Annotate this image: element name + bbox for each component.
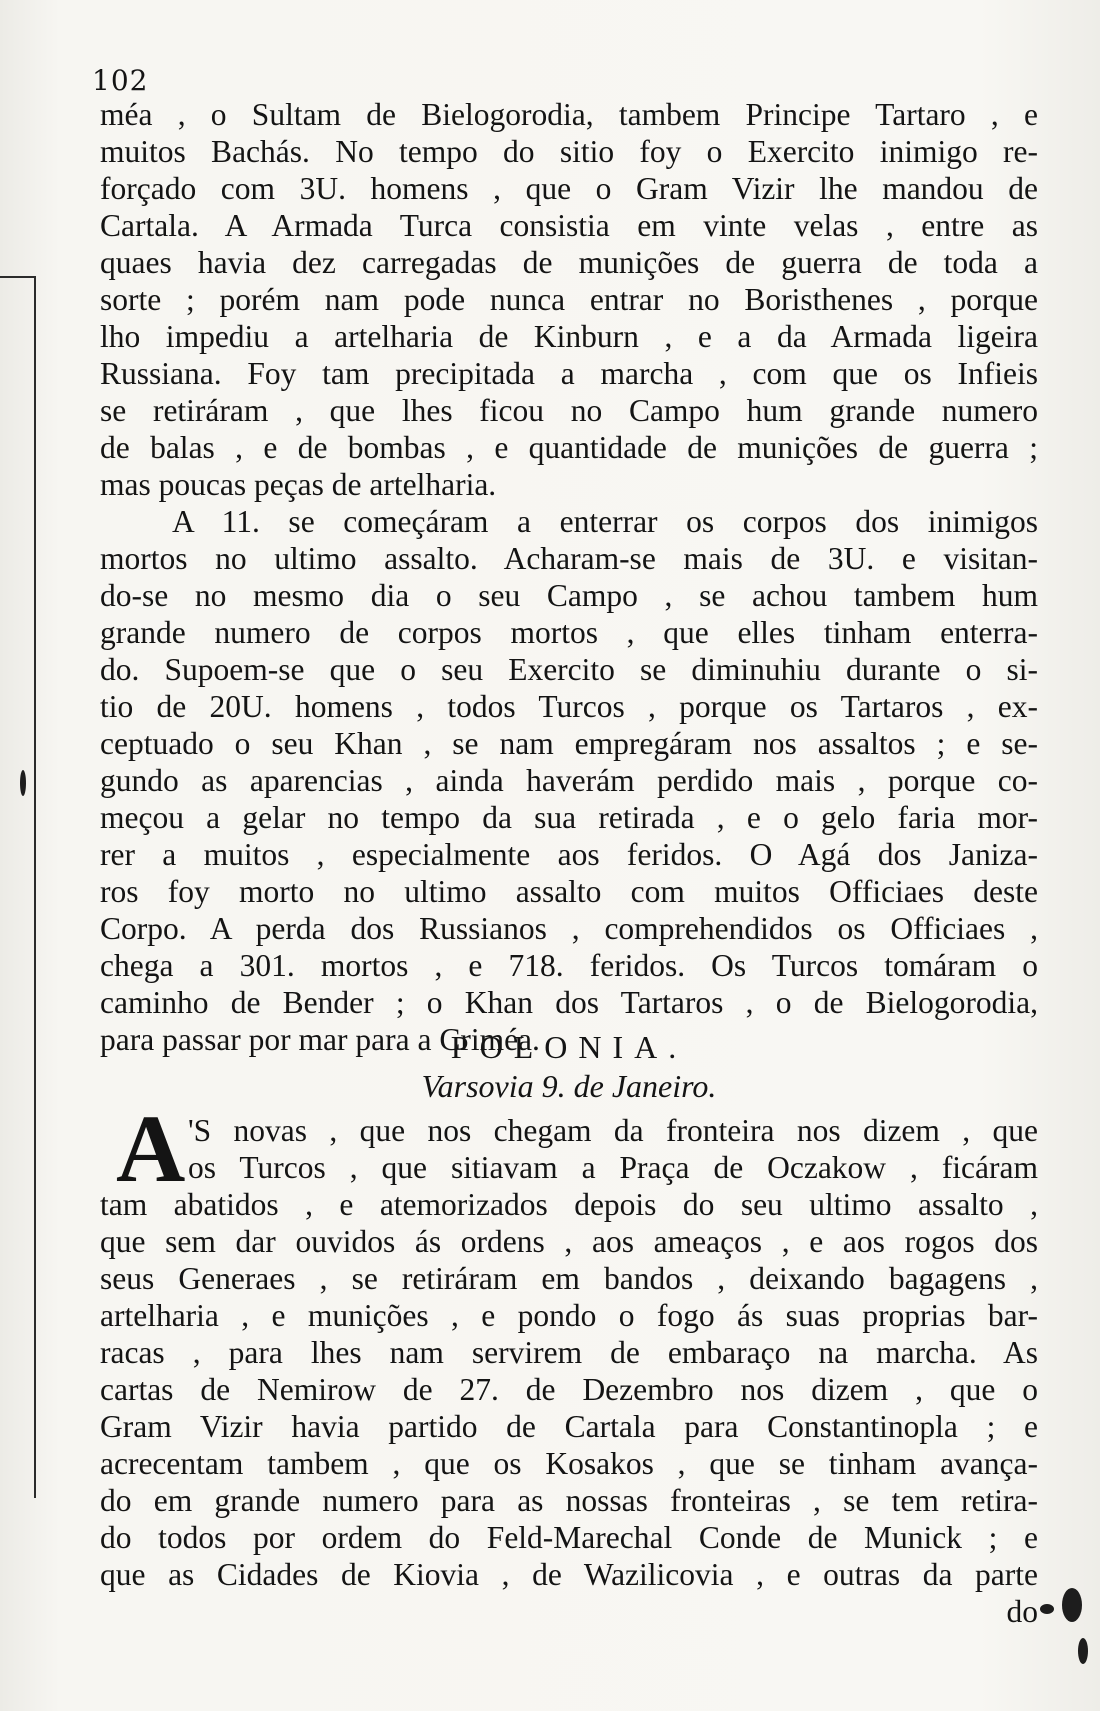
catchword: do [1006,1594,1038,1629]
text-line: tio de 20U. homens , todos Turcos , porque os Tartaros , ex- [100,689,1038,724]
text-line: Corpo. A perda dos Russianos , comprehendidos os Officiaes , [100,911,1038,946]
text-line: méa , o Sultam de Bielogorodia, tambem Principe Tartaro , e [100,97,1038,132]
text-line: os Turcos , que sitiavam a Praça de Oczakow , ficáram [188,1150,1038,1185]
ink-smudge [1078,1638,1088,1664]
text-line: Gram Vizir havia partido de Cartala para Constantinopla ; e [100,1409,1038,1444]
text-line: sorte ; porém nam pode nunca entrar no Boristhenes , porque [100,282,1038,317]
text-line: que sem dar ouvidos ás ordens , aos ameaços , e aos rogos dos [100,1224,1038,1259]
binding-rule [0,276,36,1498]
text-line: para passar por mar para a Criméa. [100,1022,540,1057]
paragraph-1 [100,96,1038,1058]
text-line: muitos Bachás. No tempo do sitio foy o Exercito inimigo re- [100,134,1038,169]
text-line: do. Supoem-se que o seu Exercito se diminuhiu durante o si- [100,652,1038,687]
text-line: de balas , e de bombas , e quantidade de munições de guerra ; [100,430,1038,465]
text-line: se retiráram , que lhes ficou no Campo hum grande numero [100,393,1038,428]
text-line: forçado com 3U. homens , que o Gram Vizir lhe mandou de [100,171,1038,206]
text-line: tam abatidos , e atemorizados depois do seu ultimo assalto , [100,1187,1038,1222]
text-line: do todos por ordem do Feld-Marechal Conde de Munick ; e [100,1520,1038,1555]
text-line: A 11. se começáram a enterrar os corpos dos inimigos [172,504,1038,539]
text-line: ros foy morto no ultimo assalto com muitos Officiaes deste [100,874,1038,909]
text-line: racas , para lhes nam servirem de embaraço na marcha. As [100,1335,1038,1370]
text-line: ceptuado o seu Khan , se nam empregáram nos assaltos ; e se- [100,726,1038,761]
text-line: meçou a gelar no tempo da sua retirada , e o gelo faria mor- [100,800,1038,835]
text-line: seus Generaes , se retiráram em bandos , deixando bagagens , [100,1261,1038,1296]
text-line: caminho de Bender ; o Khan dos Tartaros , o de Bielogorodia, [100,985,1038,1020]
text-line: 'S novas , que nos chegam da fronteira nos dizem , que [188,1113,1038,1148]
text-line: quaes havia dez carregadas de munições de guerra de toda a [100,245,1038,280]
text-line: artelharia , e munições , e pondo o fogo ás suas proprias bar- [100,1298,1038,1333]
text-line: acrecentam tambem , que os Kosakos , que se tinham avança- [100,1446,1038,1481]
text-line: Cartala. A Armada Turca consistia em vinte velas , entre as [100,208,1038,243]
paragraph-3 [100,1112,1038,1630]
ink-smudge [1062,1588,1082,1622]
section-title: POLONIA. [450,1029,688,1065]
text-line: que as Cidades de Kiovia , de Wazilicovia , e outras da parte [100,1557,1038,1592]
text-line: mortos no ultimo assalto. Acharam-se mais de 3U. e visitan- [100,541,1038,576]
text-line: grande numero de corpos mortos , que elles tinham enterra- [100,615,1038,650]
ink-smudge [20,770,26,796]
text-line: cartas de Nemirow de 27. de Dezembro nos dizem , que o [100,1372,1038,1407]
text-line: Russiana. Foy tam precipitada a marcha , com que os Infieis [100,356,1038,391]
text-line: do-se no mesmo dia o seu Campo , se achou tambem hum [100,578,1038,613]
text-line: do em grande numero para as nossas fronteiras , se tem retira- [100,1483,1038,1518]
ink-smudge [1040,1604,1054,1614]
drop-cap: A [116,1095,186,1202]
page-number: 102 [92,64,149,97]
text-line: chega a 301. mortos , e 718. feridos. Os Turcos tomáram o [100,948,1038,983]
text-line: gundo as aparencias , ainda haverám perdido mais , porque co- [100,763,1038,798]
text-line: rer a muitos , especialmente aos feridos. O Agá dos Janiza- [100,837,1038,872]
text-line: mas poucas peças de artelharia. [100,467,497,502]
dateline: Varsovia 9. de Janeiro. [421,1068,717,1104]
text-line: lho impediu a artelharia de Kinburn , e a da Armada ligeira [100,319,1038,354]
